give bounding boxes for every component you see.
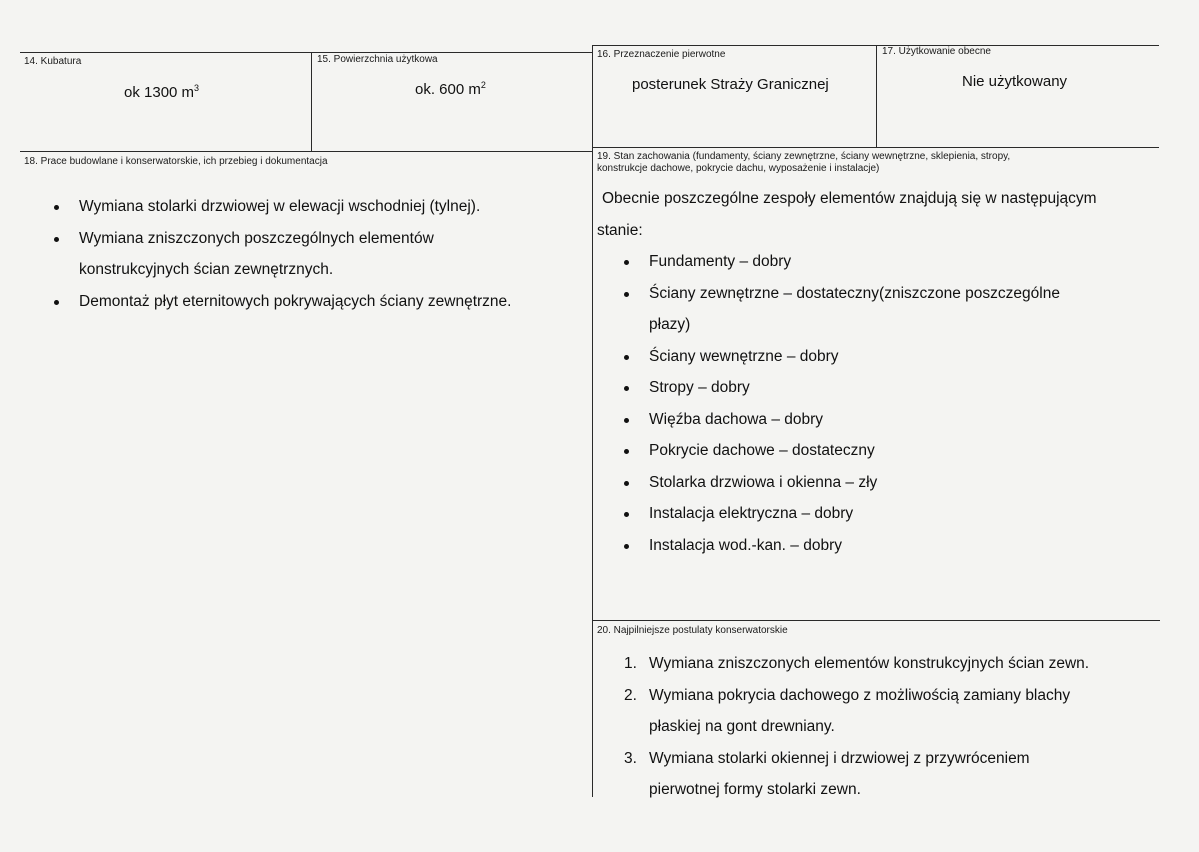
- bullet-icon: [624, 292, 629, 297]
- field-17-value: Nie użytkowany: [962, 73, 1068, 90]
- list-item: Instalacja elektryczna – dobry: [624, 498, 1154, 530]
- bullet-icon: [54, 300, 59, 305]
- list-item: Fundamenty – dobry: [624, 246, 1154, 278]
- section-19-label-line1: 19. Stan zachowania (fundamenty, ściany zewnętrzne, ściany wewnętrzne, sklepienia, stropy,: [597, 151, 1011, 162]
- section-19-intro-line1: Obecnie poszczególne zespoły elementów znajdują się w następującym: [602, 190, 1097, 207]
- top-rule: [20, 52, 592, 53]
- list-item: 2. Wymiana pokrycia dachowego z możliwością zamiany blachy płaskiej na gont drewniany.: [624, 686, 1071, 735]
- section-19-list: [624, 246, 1154, 561]
- bullet-icon: [624, 386, 629, 391]
- bullet-icon: [624, 481, 629, 486]
- bullet-icon: [54, 205, 59, 210]
- list-item: Ściany zewnętrzne – dostateczny(zniszczone poszczególne płazy): [624, 278, 1154, 341]
- list-item: Pokrycie dachowe – dostateczny: [624, 435, 1154, 467]
- col-divider-1: [311, 52, 312, 151]
- list-item: Wymiana zniszczonych poszczególnych elementów konstrukcyjnych ścian zewnętrznych.: [54, 223, 584, 286]
- section-18-label: 18. Prace budowlane i konserwatorskie, ich przebieg i dokumentacja: [24, 156, 328, 167]
- list-item: Stolarka drzwiowa i okienna – zły: [624, 467, 1154, 499]
- bullet-icon: [624, 418, 629, 423]
- list-item: Ściany wewnętrzne – dobry: [624, 341, 1154, 373]
- list-item: Więźba dachowa – dobry: [624, 404, 1154, 436]
- section-20-rule: [592, 620, 1160, 621]
- row-divider-right: [592, 147, 1159, 148]
- list-item: 1. Wymiana zniszczonych elementów konstrukcyjnych ścian zewn.: [624, 655, 1090, 672]
- bullet-icon: [54, 237, 59, 242]
- bullet-icon: [624, 449, 629, 454]
- field-16-value: posterunek Straży Granicznej: [632, 76, 829, 93]
- list-item: Stropy – dobry: [624, 372, 1154, 404]
- bullet-icon: [624, 355, 629, 360]
- field-14-value: ok 1300 $m^3$: [124, 83, 200, 101]
- col-divider-3: [876, 45, 877, 147]
- list-item: Wymiana stolarki drzwiowej w elewacji wschodniej (tylnej).: [54, 191, 584, 223]
- row-divider: [20, 151, 592, 152]
- col-divider-main: [592, 45, 593, 797]
- field-14-label: 14. Kubatura: [24, 56, 82, 67]
- section-19-intro-line2: stanie:: [597, 222, 643, 239]
- list-item: 3. Wymiana stolarki okiennej i drzwiowej z przywróceniem pierwotnej formy stolarki zewn.: [624, 749, 1030, 798]
- field-15-label: 15. Powierzchnia użytkowa: [317, 54, 438, 65]
- bullet-icon: [624, 544, 629, 549]
- field-15-value: ok. 600 $m^2$: [415, 80, 486, 98]
- section-19-label-line2: konstrukcje dachowe, pokrycie dachu, wyposażenie i instalacje): [597, 163, 880, 174]
- bullet-icon: [624, 512, 629, 517]
- bullet-icon: [624, 260, 629, 265]
- section-20-list: [624, 648, 1164, 806]
- list-item: Demontaż płyt eternitowych pokrywających ściany zewnętrzne.: [54, 286, 584, 318]
- section-18-list: [54, 191, 584, 317]
- list-item: Instalacja wod.-kan. – dobry: [624, 530, 1154, 562]
- field-16-label: 16. Przeznaczenie pierwotne: [597, 49, 726, 60]
- section-20-label: 20. Najpilniejsze postulaty konserwatorskie: [597, 625, 788, 636]
- field-17-label: 17. Użytkowanie obecne: [882, 46, 991, 57]
